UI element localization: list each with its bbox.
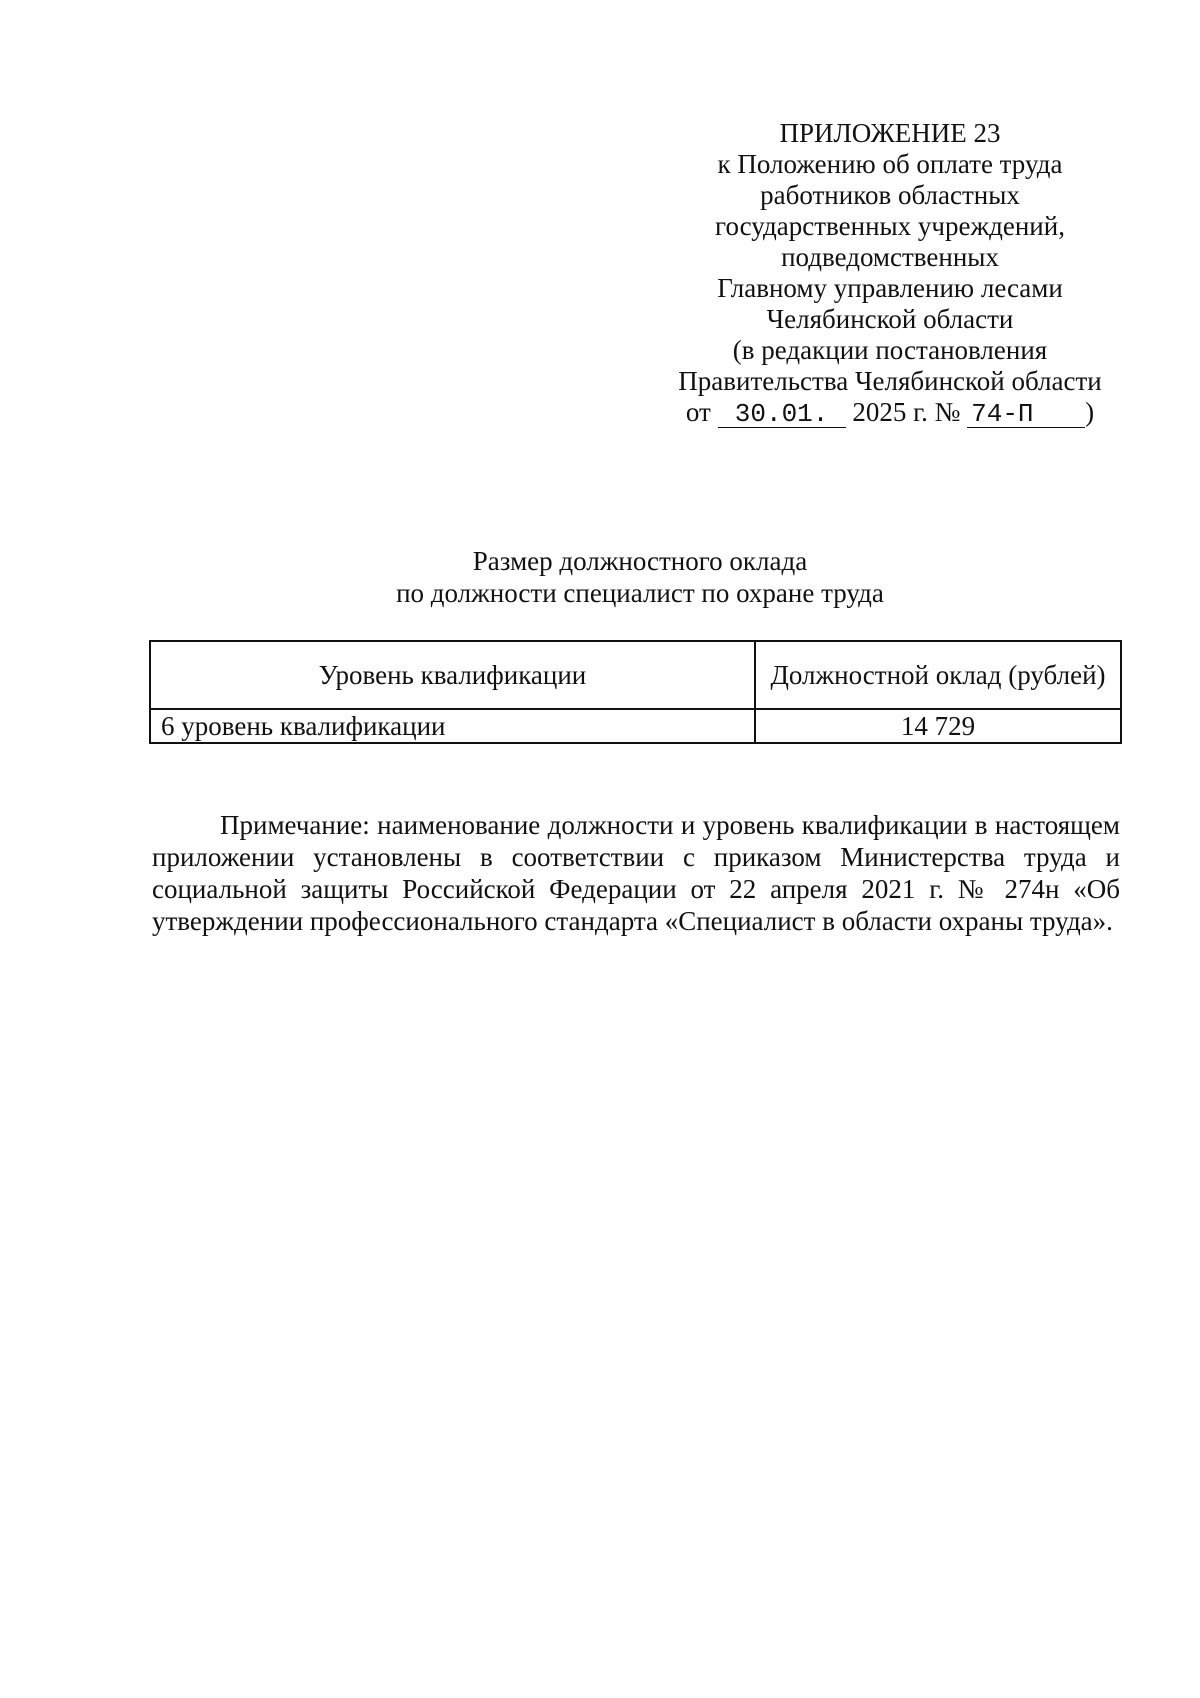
note-paragraph: Примечание: наименование должности и уровень квалификации в настоящем приложении установлены в соответствии с приказом Министерства труда и социальной защиты Российской Федерации от 22 апреля 2021 г. № 274н «Об утверждении профессионального стандарта «Специалист в области охраны труда». [152,810,1120,936]
appendix-line: подведомственных [781,242,999,272]
appendix-block [660,118,1120,428]
date-prefix: от [685,397,711,427]
heading-line-1: Размер должностного оклада [472,546,808,576]
resolution-date-line [660,397,1120,428]
appendix-line: к Положению об оплате труда [717,149,1063,179]
qualification-level-cell: 6 уровень квалификации [150,709,755,743]
appendix-line: Правительства Челябинской области [678,366,1102,396]
date-year: 2025 г. № [852,397,961,427]
salary-table [149,640,1122,744]
resolution-date: 30.01. [718,401,846,428]
table-header-row [150,641,1121,709]
salary-amount-cell: 14 729 [755,709,1121,743]
table-row [150,709,1121,743]
column-header-salary: Должностной оклад (рублей) [755,641,1121,709]
appendix-line: государственных учреждений, [715,211,1065,241]
column-header-level: Уровень квалификации [150,641,755,709]
appendix-line: работников областных [760,180,1020,210]
appendix-line: (в редакции постановления [732,335,1048,365]
appendix-line: Главному управлению лесами [717,273,1063,303]
appendix-line: Челябинской области [766,304,1014,334]
resolution-number: 74-П [967,401,1085,428]
document-heading [160,545,1120,609]
heading-line-2: по должности специалист по охране труда [396,578,884,608]
closing-paren: ) [1085,397,1095,427]
appendix-title: ПРИЛОЖЕНИЕ 23 [779,118,1001,148]
